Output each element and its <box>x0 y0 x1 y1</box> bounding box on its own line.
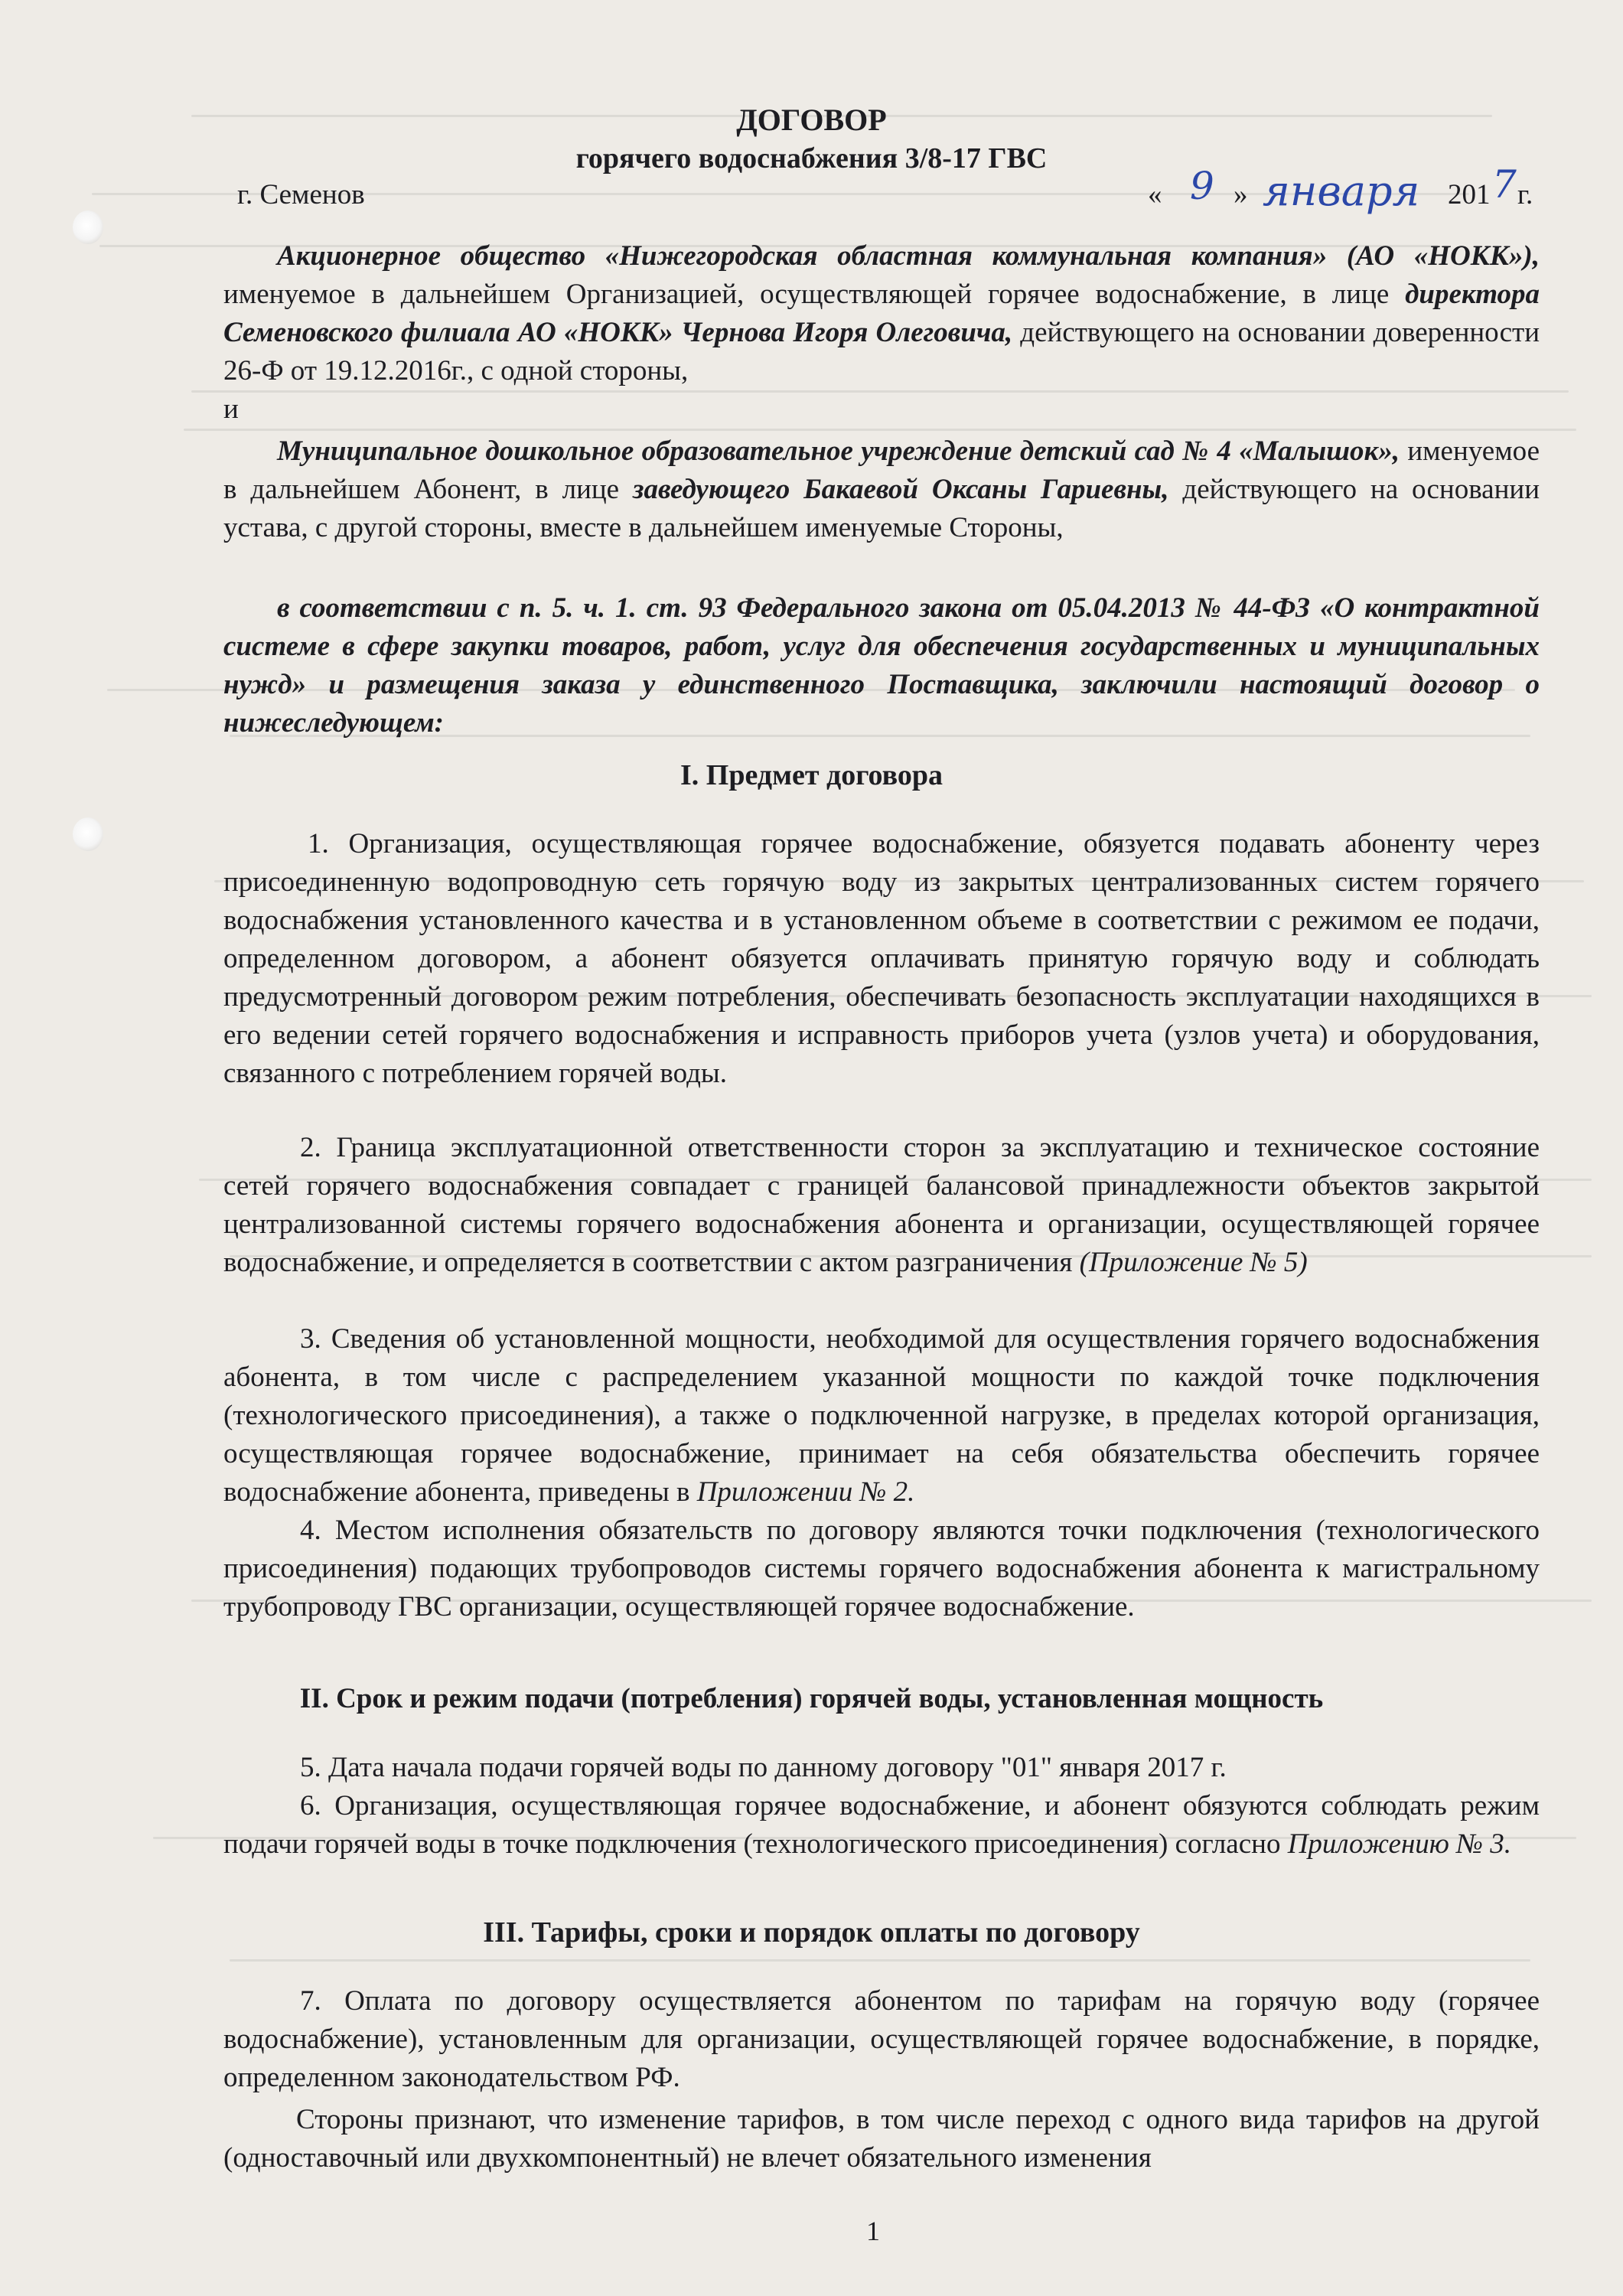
document-title: ДОГОВОР <box>736 103 887 137</box>
legal-basis: в соответствии с п. 5. ч. 1. ст. 93 Федерального закона от 05.04.2013 № 44-ФЗ «О контрактной системе в сфере закупки товаров, работ, услуг для обеспечения государственных и муниципальных нужд» и размещения заказа у единственного Поставщика, заключили настоящий договор о нижеследующем: <box>223 592 1540 739</box>
clause-3-reference: Приложении № 2. <box>696 1476 915 1508</box>
clause-2-text: 2. Граница эксплуатационной ответственности сторон за эксплуатацию и техническое состояние сетей горячего водоснабжения совпадает с границей балансовой принадлежности объектов закрытой централизованной системы горячего водоснабжения абонента и организации, осуществляющей горячее водоснабжение, и определяется в соответствии с актом разграничения <box>223 1132 1540 1278</box>
section-2-heading: II. Срок и режим подачи (потребления) горячей воды, установленная мощность <box>299 1683 1324 1714</box>
section-3-heading: III. Тарифы, сроки и порядок оплаты по договору <box>483 1916 1140 1949</box>
date-open-quote: « <box>1148 179 1162 210</box>
subscriber-representative: заведующего Бакаевой Оксаны Гариевны, <box>633 474 1169 505</box>
organization-designation: именуемое в дальнейшем Организацией, осуществляющей горячее водоснабжение, в лице <box>223 279 1390 310</box>
clause-4: 4. Местом исполнения обязательств по договору являются точки подключения (технологического присоединения) подающих трубопроводов системы горячего водоснабжения абонента к магистральному трубопроводу ГВС организации, осуществляющей горячее водоснабжение. <box>223 1515 1540 1623</box>
preamble-subscriber <box>223 432 1540 547</box>
handwritten-day: 9 <box>1190 164 1214 208</box>
city: г. Семенов <box>237 179 365 210</box>
handwritten-month: января <box>1263 167 1420 215</box>
clause-5: 5. Дата начала подачи горячей воды по данному договору "01" января 2017 г. <box>300 1752 1227 1783</box>
handwritten-year-digit: 7 <box>1492 162 1517 207</box>
clause-2 <box>223 1129 1540 1282</box>
organization-basis: действующего на основании доверенности 26-Ф от 19.12.2016г., с одной стороны, <box>223 317 1540 386</box>
section-1-heading: I. Предмет договора <box>680 759 943 791</box>
clause-6-text: 6. Организация, осуществляющая горячее водоснабжение, и абонент обязуются соблюдать режим подачи горячей воды в точке подключения (технологического присоединения) согласно <box>223 1790 1540 1860</box>
date-close-quote: » <box>1234 179 1248 210</box>
clause-3 <box>223 1320 1540 1512</box>
year-prefix: 201 <box>1448 179 1491 210</box>
subscriber-designation: именуемое в дальнейшем Абонент, в лице <box>223 435 1540 505</box>
clause-3-text: 3. Сведения об установленной мощности, необходимой для осуществления горячего водоснабжения абонента, в том числе с распределением указанной мощности по каждой точке подключения (технологического присоединения), а также о подключенной нагрузке, в пределах которой организация, осуществляющая горячее водоснабжение, принимает на себя обязательства обеспечить горячее водоснабжение абонента, приведены в <box>223 1323 1540 1508</box>
clause-7: 7. Оплата по договору осуществляется абонентом по тарифам на горячую воду (горячее водоснабжение), установленным для организации, осуществляющей горячее водоснабжение, в порядке, определенном законодательством РФ. <box>223 1985 1540 2093</box>
preamble-organization <box>223 237 1540 429</box>
clause-2-reference: (Приложение № 5) <box>1079 1247 1308 1278</box>
clause-6 <box>223 1787 1540 1864</box>
organization-name: Акционерное общество «Нижегородская областная коммунальная компания» (АО «НОКК»), <box>277 240 1540 272</box>
organization-representative: директора Семеновского филиала АО «НОКК» Чернова Игоря Олеговича, <box>223 279 1540 348</box>
conjunction-and: и <box>223 393 239 425</box>
subscriber-name: Муниципальное дошкольное образовательное учреждение детский сад № 4 «Малышок», <box>277 435 1400 467</box>
page-number: 1 <box>866 2216 880 2246</box>
subscriber-basis: действующего на основании устава, с другой стороны, вместе в дальнейшем именуемые Стороны, <box>223 474 1540 543</box>
clause-6-reference: Приложению № 3. <box>1287 1828 1512 1860</box>
document-subtitle: горячего водоснабжения 3/8-17 ГВС <box>575 142 1048 174</box>
tariff-change-paragraph: Стороны признают, что изменение тарифов, в том числе переход с одного вида тарифов на другой (одноставочный или двухкомпонентный) не влечет обязательного изменения <box>223 2104 1540 2174</box>
clause-1: 1. Организация, осуществляющая горячее водоснабжение, обязуется подавать абоненту через присоединенную водопроводную сеть горячую воду из закрытых централизованных систем горячего водоснабжения установленного качества и в установленном объеме в соответствии с режимом ее подачи, определенном договором, а абонент обязуется оплачивать принятую горячую воду и соблюдать предусмотренный договором режим потребления, обеспечивать безопасность эксплуатации находящихся в его ведении сетей горячего водоснабжения и исправность приборов учета (узлов учета) и оборудования, связанного с потреблением горячей воды. <box>223 828 1540 1089</box>
year-unit: г. <box>1517 179 1533 210</box>
